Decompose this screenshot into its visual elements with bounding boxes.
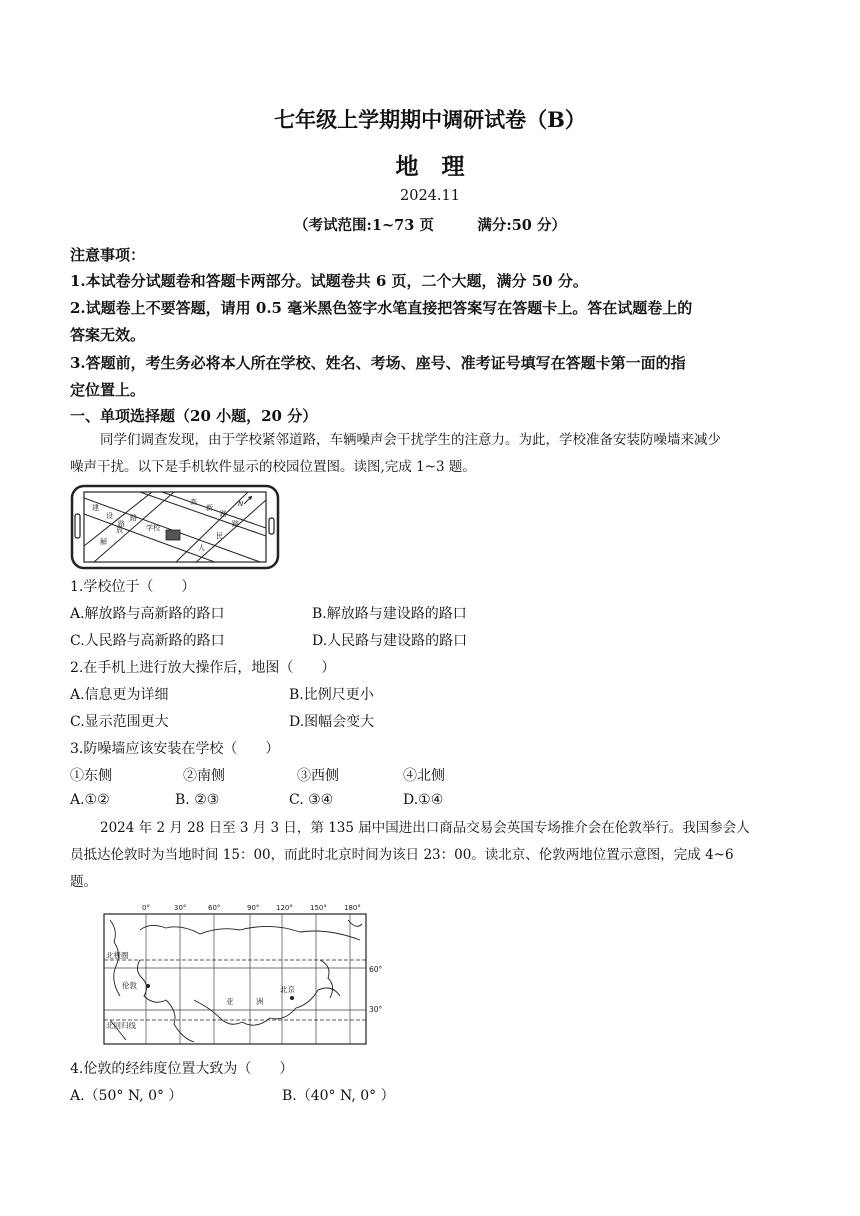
q3-option-a: A.①② <box>70 792 110 808</box>
asia-label: 洲 <box>256 997 264 1006</box>
north-label: N <box>238 500 244 508</box>
note-item-1: 1.本试卷分试题卷和答题卡两部分。试题卷共 6 页，二个大题，满分 50 分。 <box>70 272 588 290</box>
longitude-label: 150° <box>310 904 327 912</box>
longitude-label: 90° <box>247 904 260 912</box>
london-marker <box>146 984 150 988</box>
q3-option-b: B. ②③ <box>175 792 220 808</box>
q2-option-d: D.图幅会变大 <box>289 714 375 730</box>
note-item-2-line-1: 2.试题卷上不要答题，请用 0.5 毫米黑色签字水笔直接把答案写在答题卡上。答在试题卷上的 <box>70 299 693 317</box>
note-item-3-line-2: 定位置上。 <box>70 381 146 399</box>
note-item-2-line-2: 答案无效。 <box>70 326 146 344</box>
road-label: 路 <box>130 514 137 522</box>
road-label: 放 <box>116 526 123 534</box>
q1-option-b: B.解放路与建设路的路口 <box>312 606 467 622</box>
longitude-label: 0° <box>142 904 150 912</box>
longitude-label: 120° <box>276 904 293 912</box>
exam-date: 2024.11 <box>400 188 460 204</box>
latitude-label: 30° <box>369 1005 383 1014</box>
exam-scope: （考试范围:1~73 页 满分:50 分） <box>294 217 566 234</box>
road-label: 路 <box>232 520 239 528</box>
road-label: 高 <box>190 498 197 506</box>
school-label: 学校 <box>146 524 160 532</box>
q3-choice-1: ①东侧 <box>70 768 112 784</box>
road-label: 设 <box>106 512 113 520</box>
asia-label: 亚 <box>226 997 234 1006</box>
road-label: 路 <box>220 510 227 518</box>
road-label: 人 <box>198 544 205 552</box>
intro-2-line-3: 题。 <box>70 874 97 890</box>
arctic-circle-label: 北极圈 <box>106 951 129 960</box>
longitude-label: 60° <box>208 904 221 912</box>
q4-stem: 4.伦敦的经纬度位置大致为（ ） <box>70 1061 294 1077</box>
road-label: 解 <box>100 538 107 546</box>
beijing-london-map <box>70 900 400 1050</box>
q2-option-a: A.信息更为详细 <box>70 687 169 703</box>
intro-1-line-1: 同学们调查发现，由于学校紧邻道路，车辆噪声会干扰学生的注意力。为此，学校准备安装防噪墙来减少 <box>100 432 721 448</box>
london-label: 伦敦 <box>122 981 137 990</box>
q3-stem: 3.防噪墙应该安装在学校（ ） <box>70 741 280 757</box>
beijing-marker <box>290 996 294 1000</box>
subject-title: 地 理 <box>395 153 465 180</box>
q2-option-c: C.显示范围更大 <box>70 714 169 730</box>
q1-option-d: D.人民路与建设路的路口 <box>312 633 468 649</box>
q1-option-a: A.解放路与高新路的路口 <box>70 606 225 622</box>
q4-option-a: A.（50° N, 0° ） <box>70 1088 183 1104</box>
tropic-of-cancer-label: 北回归线 <box>106 1021 136 1030</box>
intro-1-line-2: 噪声干扰。以下是手机软件显示的校园位置图。读图,完成 1~3 题。 <box>70 459 476 475</box>
q3-option-c: C. ③④ <box>289 792 334 808</box>
q3-choice-3: ③西侧 <box>297 768 339 784</box>
intro-2-line-1: 2024 年 2 月 28 日至 3 月 3 日，第 135 届中国进出口商品交易会英国专场推介会在伦敦举行。我国参会人 <box>100 820 750 836</box>
q4-option-b: B.（40° N, 0° ） <box>282 1088 395 1104</box>
latitude-label: 60° <box>369 965 383 974</box>
school-location-map <box>70 484 280 570</box>
q1-stem: 1.学校位于（ ） <box>70 579 196 595</box>
school-block <box>166 530 180 540</box>
q2-option-b: B.比例尺更小 <box>289 687 374 703</box>
road-label: 路 <box>118 520 125 528</box>
q3-option-d: D.①④ <box>403 792 444 808</box>
longitude-label: 180° <box>344 904 361 912</box>
road-label: 建 <box>92 504 99 512</box>
q2-stem: 2.在手机上进行放大操作后，地图（ ） <box>70 660 336 676</box>
notes-heading: 注意事项： <box>70 246 146 264</box>
beijing-label: 北京 <box>280 985 295 994</box>
exam-title: 七年级上学期期中调研试卷（B） <box>274 107 586 132</box>
longitude-label: 30° <box>174 904 187 912</box>
intro-2-line-2: 员抵达伦敦时为当地时间 15：00，而此时北京时间为该日 23：00。读北京、伦敦两地位置示意图，完成 4~6 <box>70 847 734 863</box>
q3-choice-2: ②南侧 <box>183 768 225 784</box>
road-label: 民 <box>216 532 223 540</box>
q3-choice-4: ④北侧 <box>403 768 445 784</box>
road-label: 新 <box>206 504 213 512</box>
q1-option-c: C.人民路与高新路的路口 <box>70 633 225 649</box>
section-heading: 一、单项选择题（20 小题，20 分） <box>70 407 318 425</box>
note-item-3-line-1: 3.答题前，考生务必将本人所在学校、姓名、考场、座号、准考证号填写在答题卡第一面的指 <box>70 354 686 372</box>
